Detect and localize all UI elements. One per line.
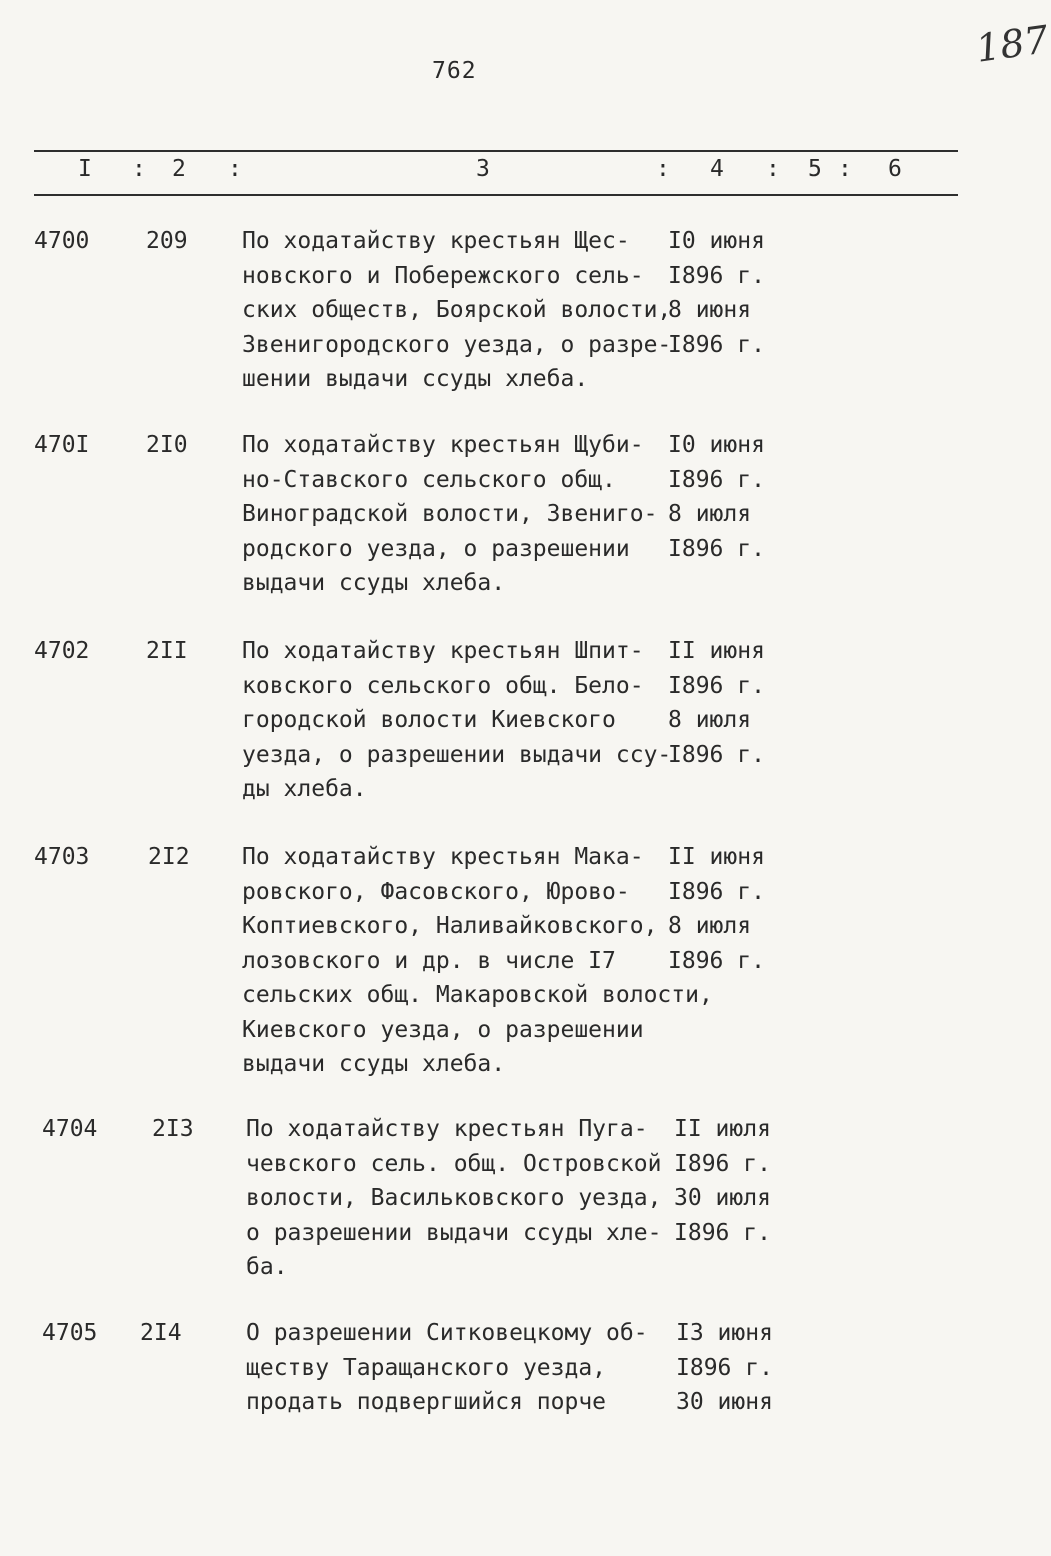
header-col-1: I: [78, 156, 92, 182]
entry-description: [242, 224, 672, 397]
description-line: ществу Таращанского уезда,: [246, 1354, 607, 1381]
date-line: I896 г.: [668, 878, 765, 905]
date-line: I896 г.: [668, 262, 765, 289]
date-line: I896 г.: [676, 1354, 773, 1381]
entry-description: [246, 1316, 676, 1420]
date-line: II июня: [668, 638, 765, 664]
header-separator: :: [766, 156, 780, 182]
entry-number: 4705: [42, 1320, 98, 1346]
header-col-4: 4: [710, 156, 724, 182]
header-col-6: 6: [888, 156, 902, 182]
description-line: лозовского и др. в числе I7: [242, 947, 616, 974]
description-line: выдачи ссуды хлеба.: [242, 570, 506, 596]
description-line: Киевского уезда, о разрешении: [242, 1016, 644, 1043]
entry-dates: [668, 634, 808, 772]
description-line: чевского сель. общ. Островской: [246, 1150, 662, 1177]
entry-number: 4700: [34, 228, 90, 254]
column-header-row: [0, 156, 1024, 190]
entry-dates: [668, 224, 808, 362]
description-line: новского и Побережского сель-: [242, 262, 644, 289]
description-line: родского уезда, о разрешении: [242, 535, 630, 562]
entry-item-number: 209: [146, 228, 188, 254]
entry-description: [242, 428, 672, 601]
description-line: продать подвергшийся порче: [246, 1389, 607, 1415]
entry-item-number: 2I2: [148, 844, 190, 870]
header-separator: :: [228, 156, 242, 182]
description-line: ских обществ, Боярской волости,: [242, 297, 672, 323]
date-line: I896 г.: [668, 672, 765, 699]
date-line: I896 г.: [668, 331, 765, 358]
date-line: II июля: [674, 1116, 771, 1142]
description-line: сельских общ. Макаровской волости,: [242, 982, 713, 1008]
entry-item-number: 2I4: [140, 1320, 182, 1346]
date-line: 8 июня: [668, 297, 752, 323]
entry-item-number: 2I0: [146, 432, 188, 458]
description-line: шении выдачи ссуды хлеба.: [242, 366, 589, 392]
description-line: но-Ставского сельского общ.: [242, 466, 616, 493]
header-separator: :: [132, 156, 146, 182]
entry-dates: [668, 840, 808, 978]
header-separator: :: [838, 156, 852, 182]
entry-dates: [674, 1112, 814, 1250]
header-separator: :: [656, 156, 670, 182]
page-number: 762: [432, 58, 477, 84]
description-line: Звенигородского уезда, о разре-: [242, 331, 672, 358]
description-line: Виноградской волости, Звениго-: [242, 501, 658, 527]
date-line: I0 июня: [668, 228, 765, 254]
date-line: I896 г.: [674, 1219, 771, 1246]
date-line: I896 г.: [668, 535, 765, 562]
date-line: 30 июня: [676, 1389, 773, 1415]
header-col-5: 5: [808, 156, 822, 182]
header-bottom-rule: [34, 194, 958, 196]
description-line: ды хлеба.: [242, 776, 367, 802]
description-line: По ходатайству крестьян Пуга-: [246, 1116, 648, 1142]
description-line: По ходатайству крестьян Шпит-: [242, 638, 644, 664]
entry-number: 4704: [42, 1116, 98, 1142]
description-line: Коптиевского, Наливайковского,: [242, 913, 658, 939]
date-line: 8 июля: [668, 913, 752, 939]
description-line: ба.: [246, 1254, 288, 1280]
description-line: По ходатайству крестьян Щес-: [242, 228, 630, 254]
archive-sheet-mark: 187: [973, 17, 1051, 71]
description-line: волости, Васильковского уезда,: [246, 1185, 662, 1211]
date-line: I896 г.: [668, 466, 765, 493]
entry-item-number: 2II: [146, 638, 188, 664]
entry-description: [246, 1112, 676, 1285]
entry-dates: [668, 428, 808, 566]
header-top-rule: [34, 150, 958, 152]
date-line: I896 г.: [668, 947, 765, 974]
entry-item-number: 2I3: [152, 1116, 194, 1142]
header-col-2: 2: [172, 156, 186, 182]
date-line: 30 июля: [674, 1185, 771, 1211]
description-line: О разрешении Ситковецкому об-: [246, 1320, 648, 1346]
date-line: I896 г.: [668, 741, 765, 768]
description-line: ковского сельского общ. Бело-: [242, 672, 644, 699]
entry-number: 470I: [34, 432, 90, 458]
description-line: городской волости Киевского: [242, 707, 616, 733]
entry-description: [242, 634, 672, 807]
date-line: II июня: [668, 844, 765, 870]
description-line: По ходатайству крестьян Мака-: [242, 844, 644, 870]
date-line: I3 июня: [676, 1320, 773, 1346]
date-line: I896 г.: [674, 1150, 771, 1177]
entry-number: 4703: [34, 844, 90, 870]
description-line: выдачи ссуды хлеба.: [242, 1051, 506, 1077]
header-col-3: 3: [476, 156, 490, 182]
entry-dates: [676, 1316, 816, 1420]
description-line: уезда, о разрешении выдачи ссу-: [242, 741, 672, 768]
description-line: По ходатайству крестьян Щуби-: [242, 432, 644, 458]
date-line: I0 июня: [668, 432, 765, 458]
date-line: 8 июля: [668, 707, 752, 733]
description-line: ровского, Фасовского, Юрово-: [242, 878, 630, 905]
entry-number: 4702: [34, 638, 90, 664]
description-line: о разрешении выдачи ссуды хле-: [246, 1219, 662, 1246]
date-line: 8 июля: [668, 501, 752, 527]
